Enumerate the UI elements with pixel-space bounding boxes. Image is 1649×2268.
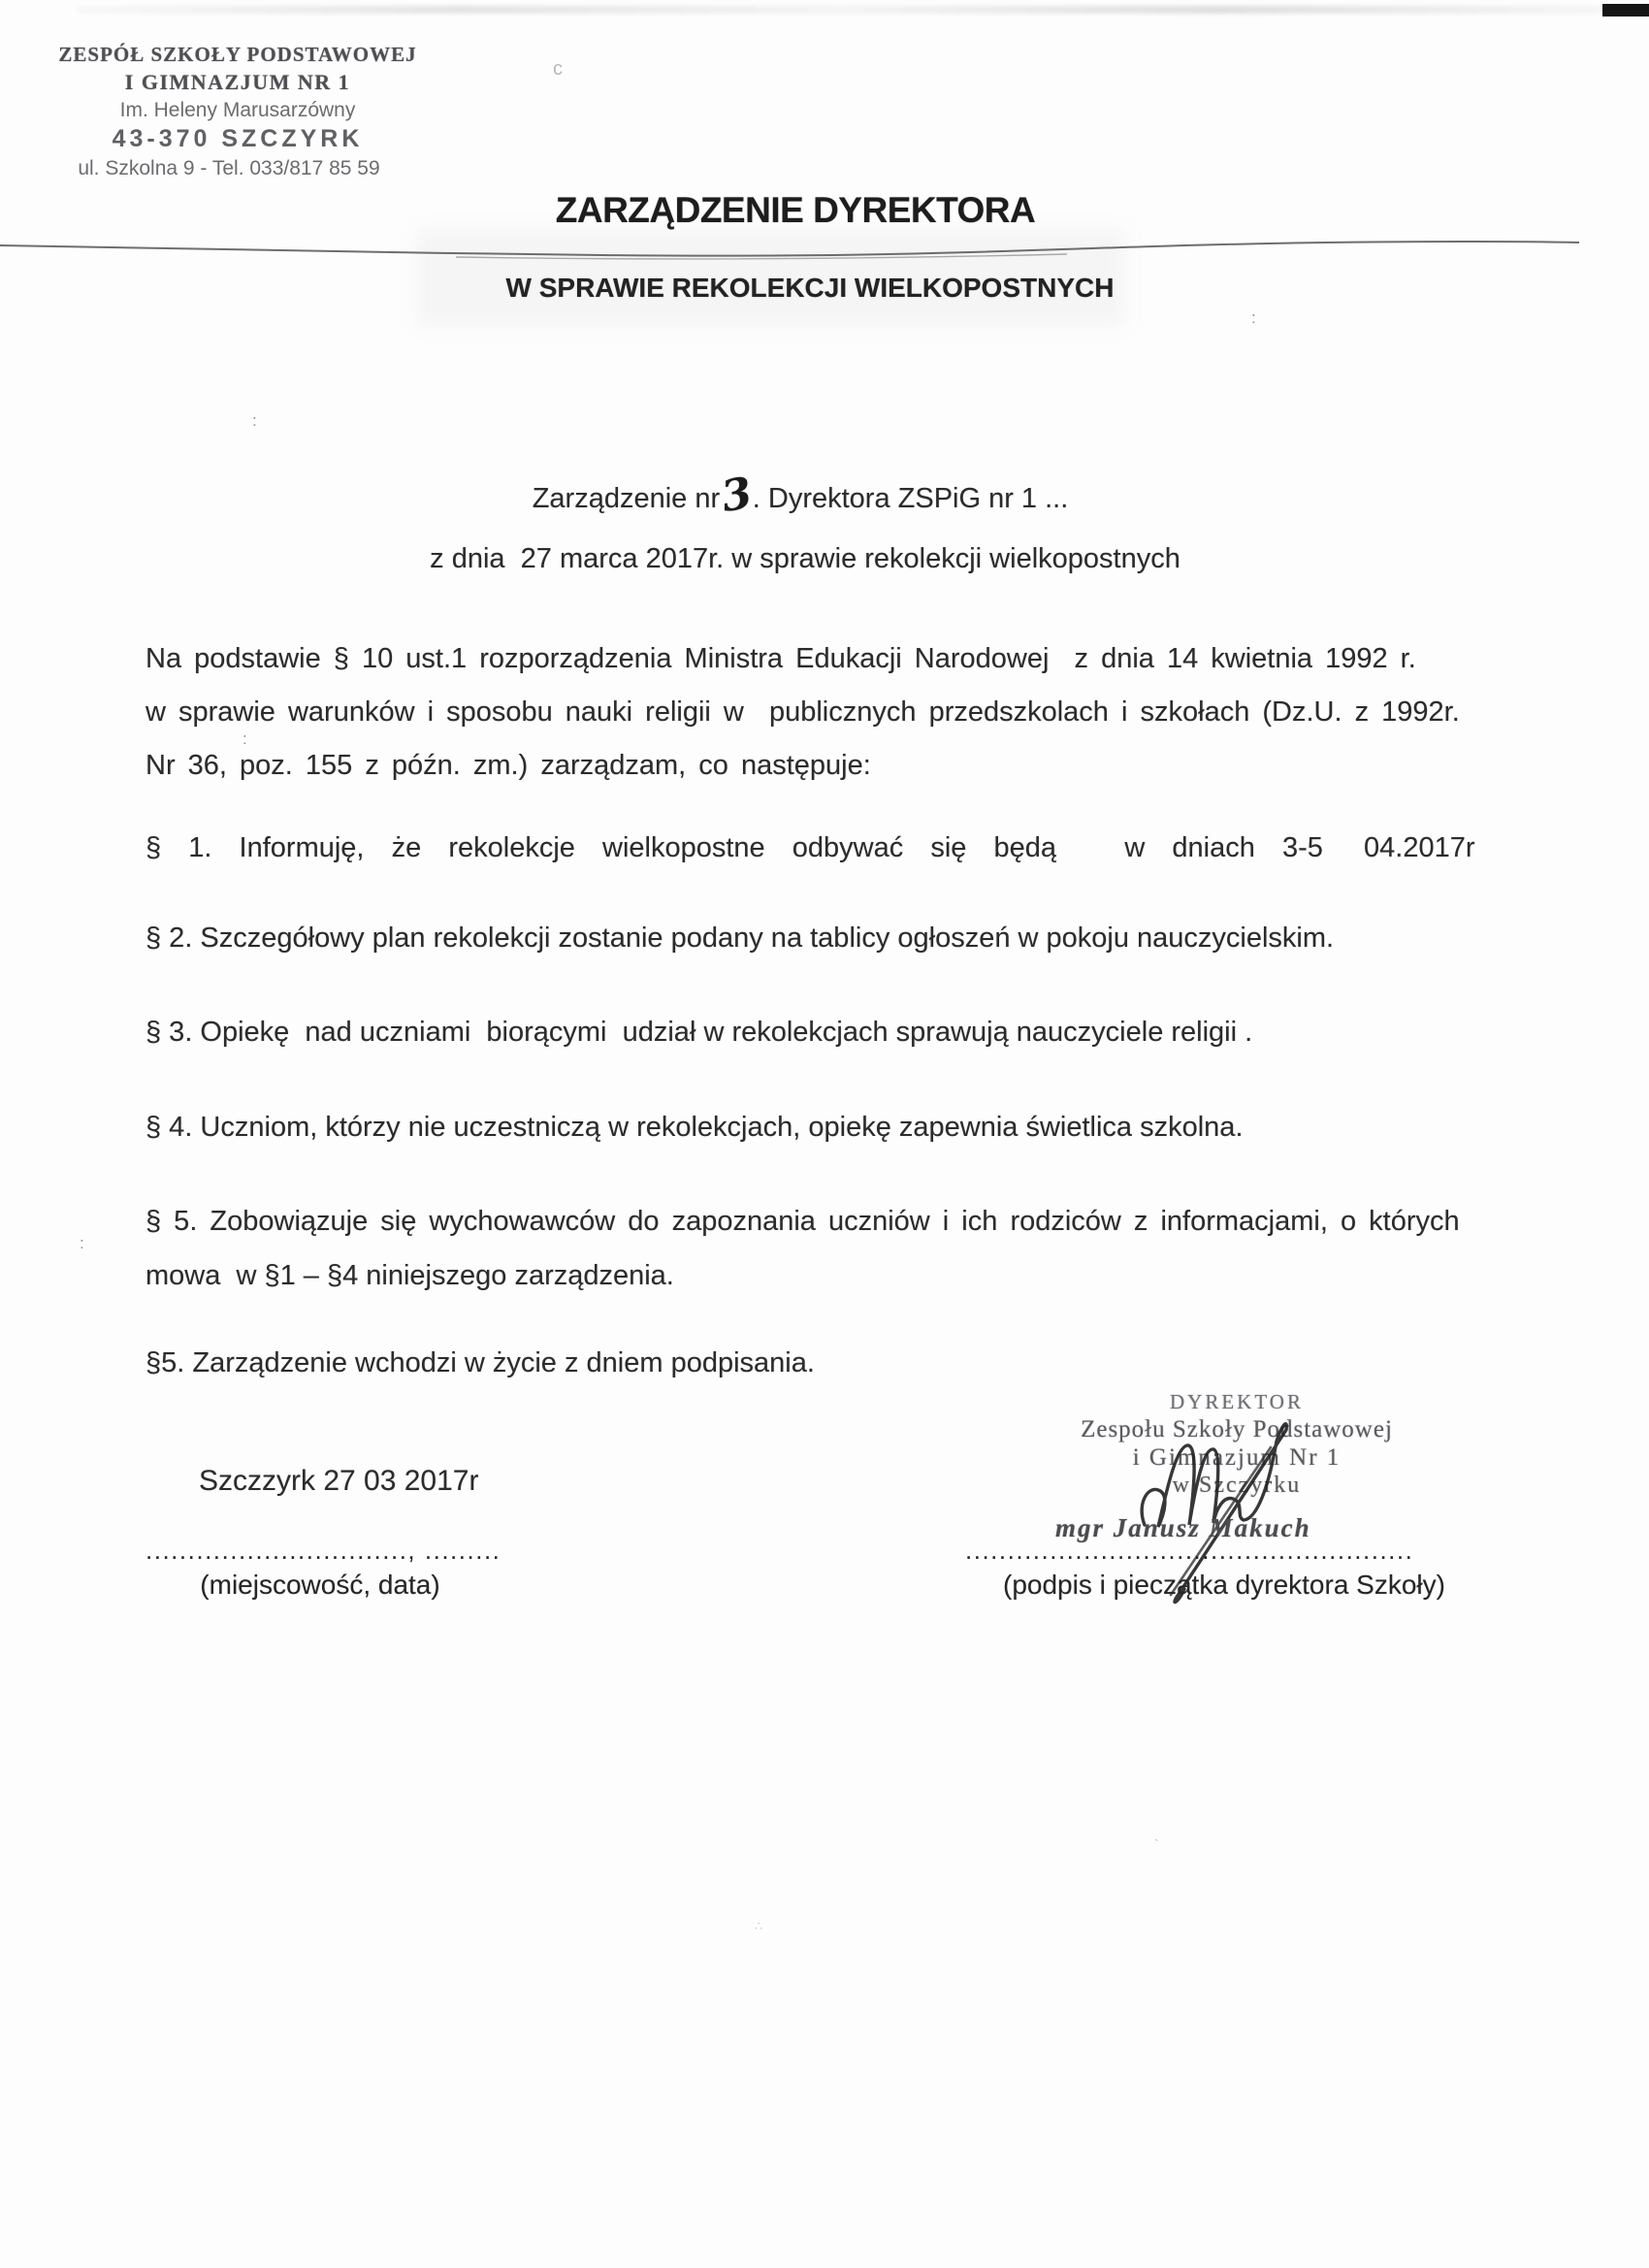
scan-artifact-corner-bar bbox=[1602, 4, 1649, 16]
paragraph-4: § 4. Uczniom, którzy nie uczestniczą w rekolekcjach, opiekę zapewnia świetlica szkolna. bbox=[146, 1112, 1244, 1143]
dotted-line-signature: ..................................................... bbox=[965, 1536, 1414, 1565]
separator-line bbox=[0, 237, 1649, 262]
legal-basis-line3: Nr 36, poz. 155 z późn. zm.) zarządzam, co następuje: bbox=[146, 750, 871, 781]
document-subtitle: W SPRAWIE REKOLEKCJI WIELKOPOSTNYCH bbox=[505, 273, 1115, 303]
director-stamp-city: w Szczyrku bbox=[1172, 1473, 1302, 1498]
paragraph-5-line1: § 5. Zobowiązuje się wychowawców do zapoznania uczniów i ich rodziców z informacjami, o których bbox=[146, 1206, 1460, 1237]
legal-basis-line2: w sprawie warunków i sposobu nauki religii w publicznych przedszkolach i szkołach (Dz.U. z 1992r. bbox=[146, 697, 1460, 728]
letterhead-school-name-line2: I GIMNAZJUM NR 1 bbox=[124, 70, 351, 94]
paragraph-6: §5. Zarządzenie wchodzi w życie z dniem podpisania. bbox=[146, 1347, 815, 1378]
scan-speck-bottom: ∴ bbox=[755, 1919, 763, 1933]
document-title: ZARZĄDZENIE DYREKTORA bbox=[555, 190, 1036, 230]
legal-basis-line1: Na podstawie § 10 ust.1 rozporządzenia Ministra Edukacji Narodowej z dnia 14 kwietnia 1992 r. bbox=[146, 643, 1416, 674]
order-heading-prefix: Zarządzenie nr bbox=[532, 483, 721, 514]
scan-speck-tick: ` bbox=[1154, 1836, 1159, 1852]
director-stamp-school-line2: i Gimnazjum Nr 1 bbox=[1132, 1444, 1342, 1471]
paragraph-2: § 2. Szczegółowy plan rekolekcji zostanie podany na tablicy ogłoszeń w pokoju nauczycielskim. bbox=[146, 923, 1335, 954]
order-heading-suffix: . Dyrektora ZSPiG nr 1 ... bbox=[752, 483, 1069, 514]
place-date: Szczzyrk 27 03 2017r bbox=[199, 1465, 479, 1497]
letterhead-patron-line: Im. Heleny Marusarzówny bbox=[119, 99, 356, 121]
paragraph-3: § 3. Opiekę nad uczniami biorącymi udział w rekolekcjach sprawują nauczyciele religii . bbox=[146, 1017, 1253, 1048]
order-heading-line2: z dnia 27 marca 2017r. w sprawie rekolekcji wielkopostnych bbox=[430, 543, 1180, 574]
letterhead-address-phone: ul. Szkolna 9 - Tel. 033/817 85 59 bbox=[78, 157, 380, 179]
paragraph-1: § 1. Informuję, że rekolekcje wielkopostne odbywać się będą w dniach 3-5 04.2017r bbox=[146, 832, 1475, 863]
letterhead-stamp bbox=[29, 43, 446, 180]
signer-name: mgr Janusz Makuch bbox=[1055, 1513, 1311, 1542]
caption-place-date: (miejscowość, data) bbox=[200, 1570, 440, 1600]
scan-speck-colon-3: : bbox=[242, 729, 247, 748]
scan-speck-colon-1: : bbox=[1251, 308, 1256, 327]
caption-signature: (podpis i pieczątka dyrektora Szkoły) bbox=[1003, 1570, 1445, 1600]
order-heading-line1 bbox=[315, 468, 1285, 523]
handwritten-order-number: 3 bbox=[718, 468, 757, 523]
scan-speck-colon-4: : bbox=[80, 1234, 84, 1252]
paragraph-5-line2: mowa w §1 – §4 niniejszego zarządzenia. bbox=[146, 1260, 674, 1291]
scan-speck-colon-2: : bbox=[252, 411, 257, 430]
director-stamp-title: DYREKTOR bbox=[1170, 1390, 1304, 1413]
legal-basis-paragraph bbox=[146, 632, 1562, 793]
scan-speck-c: c bbox=[553, 58, 563, 80]
letterhead-postal-city: 43-370 SZCZYRK bbox=[112, 125, 364, 152]
scan-smudge-top bbox=[78, 6, 1600, 14]
director-stamp-school-line1: Zespołu Szkoły Podstawowej bbox=[1081, 1416, 1393, 1442]
letterhead-school-name-line1: ZESPÓŁ SZKOŁY PODSTAWOWEJ bbox=[58, 43, 417, 66]
dotted-line-place-date: ..............................., ......... bbox=[146, 1536, 501, 1565]
